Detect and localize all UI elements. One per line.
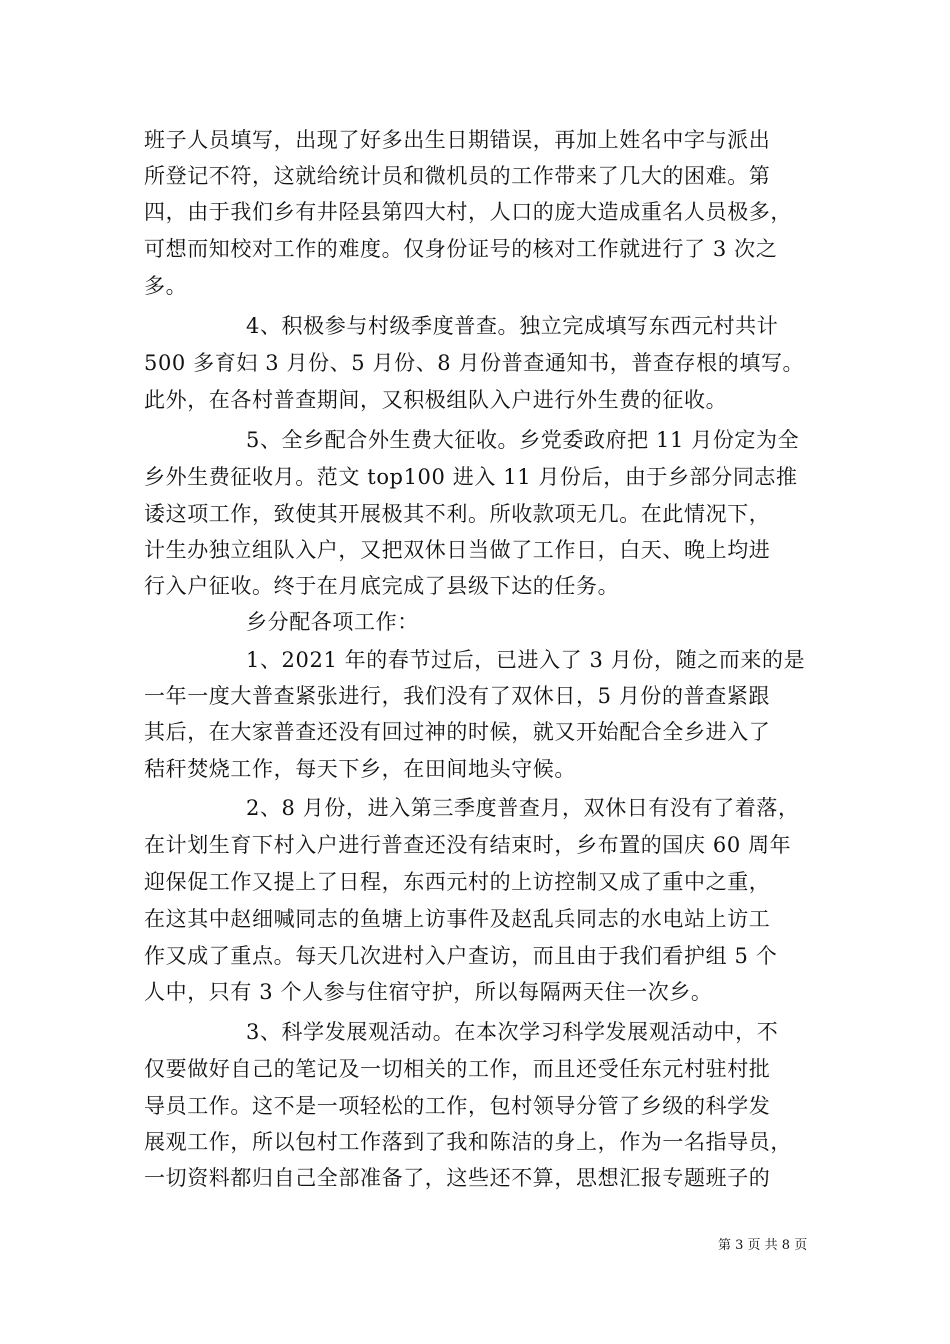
paragraph-line: 四，由于我们乡有井陉县第四大村，人口的庞大造成重名人员极多，	[144, 200, 792, 224]
paragraph-line: 行入户征收。终于在月底完成了县级下达的任务。	[144, 574, 620, 598]
paragraph-line: 1、2021 年的春节过后，已进入了 3 月份，随之而来的是	[246, 648, 806, 672]
paragraph-line: 其后，在大家普查还没有回过神的时候，就又开始配合全乡进入了	[144, 720, 771, 744]
paragraph-line: 诿这项工作，致使其开展极其不利。所收款项无几。在此情况下，	[144, 502, 771, 526]
paragraph-line: 4、积极参与村级季度普查。独立完成填写东西元村共计	[246, 314, 779, 338]
paragraph-line: 一年一度大普查紧张进行，我们没有了双休日，5 月份的普查紧跟	[144, 684, 771, 708]
paragraph-line: 秸秆焚烧工作，每天下乡，在田间地头守候。	[144, 757, 576, 781]
paragraph-line: 500 多育妇 3 月份、5 月份、8 月份普查通知书，普查存根的填写。	[144, 351, 805, 375]
paragraph-line: 所登记不符，这就给统计员和微机员的工作带来了几大的困难。第	[144, 164, 771, 188]
paragraph-line: 在这其中赵细喊同志的鱼塘上访事件及赵乱兵同志的水电站上访工	[144, 907, 771, 931]
paragraph-line: 乡外生费征收月。范文 top100 进入 11 月份后，由于乡部分同志推	[144, 465, 798, 489]
paragraph-line: 仅要做好自己的笔记及一切相关的工作，而且还受任东元村驻村批	[144, 1057, 771, 1081]
paragraph-line: 一切资料都归自己全部准备了，这些还不算，思想汇报专题班子的	[144, 1166, 771, 1190]
paragraph-line: 在计划生育下村入户进行普查还没有结束时，乡布置的国庆 60 周年	[144, 833, 792, 857]
page-number: 第 3 页 共 8 页	[718, 1238, 808, 1253]
paragraph-line: 作又成了重点。每天几次进村入户查访，而且由于我们看护组 5 个	[144, 944, 778, 968]
paragraph-line: 3、科学发展观活动。在本次学习科学发展观活动中，不	[246, 1020, 779, 1044]
paragraph-line: 展观工作，所以包村工作落到了我和陈洁的身上，作为一名指导员，	[144, 1130, 792, 1154]
paragraph-line: 班子人员填写，出现了好多出生日期错误，再加上姓名中字与派出	[144, 128, 771, 152]
paragraph-line: 5、全乡配合外生费大征收。乡党委政府把 11 月份定为全	[246, 428, 800, 452]
section-heading: 乡分配各项工作：	[246, 610, 419, 634]
paragraph-line: 迎保促工作又提上了日程，东西元村的上访控制又成了重中之重，	[144, 870, 771, 894]
paragraph-line: 此外，在各村普查期间，又积极组队入户进行外生费的征收。	[144, 388, 728, 412]
paragraph-line: 可想而知校对工作的难度。仅身份证号的核对工作就进行了 3 次之	[144, 237, 778, 261]
paragraph-line: 导员工作。这不是一项轻松的工作，包村领导分管了乡级的科学发	[144, 1094, 771, 1118]
paragraph-line: 多。	[144, 274, 188, 298]
paragraph-line: 2、8 月份，进入第三季度普查月，双休日有没有了着落，	[246, 796, 800, 820]
paragraph-line: 计生办独立组队入户，又把双休日当做了工作日，白天、晚上均进	[144, 538, 771, 562]
paragraph-line: 人中，只有 3 个人参与住宿守护，所以每隔两天住一次乡。	[144, 980, 713, 1004]
